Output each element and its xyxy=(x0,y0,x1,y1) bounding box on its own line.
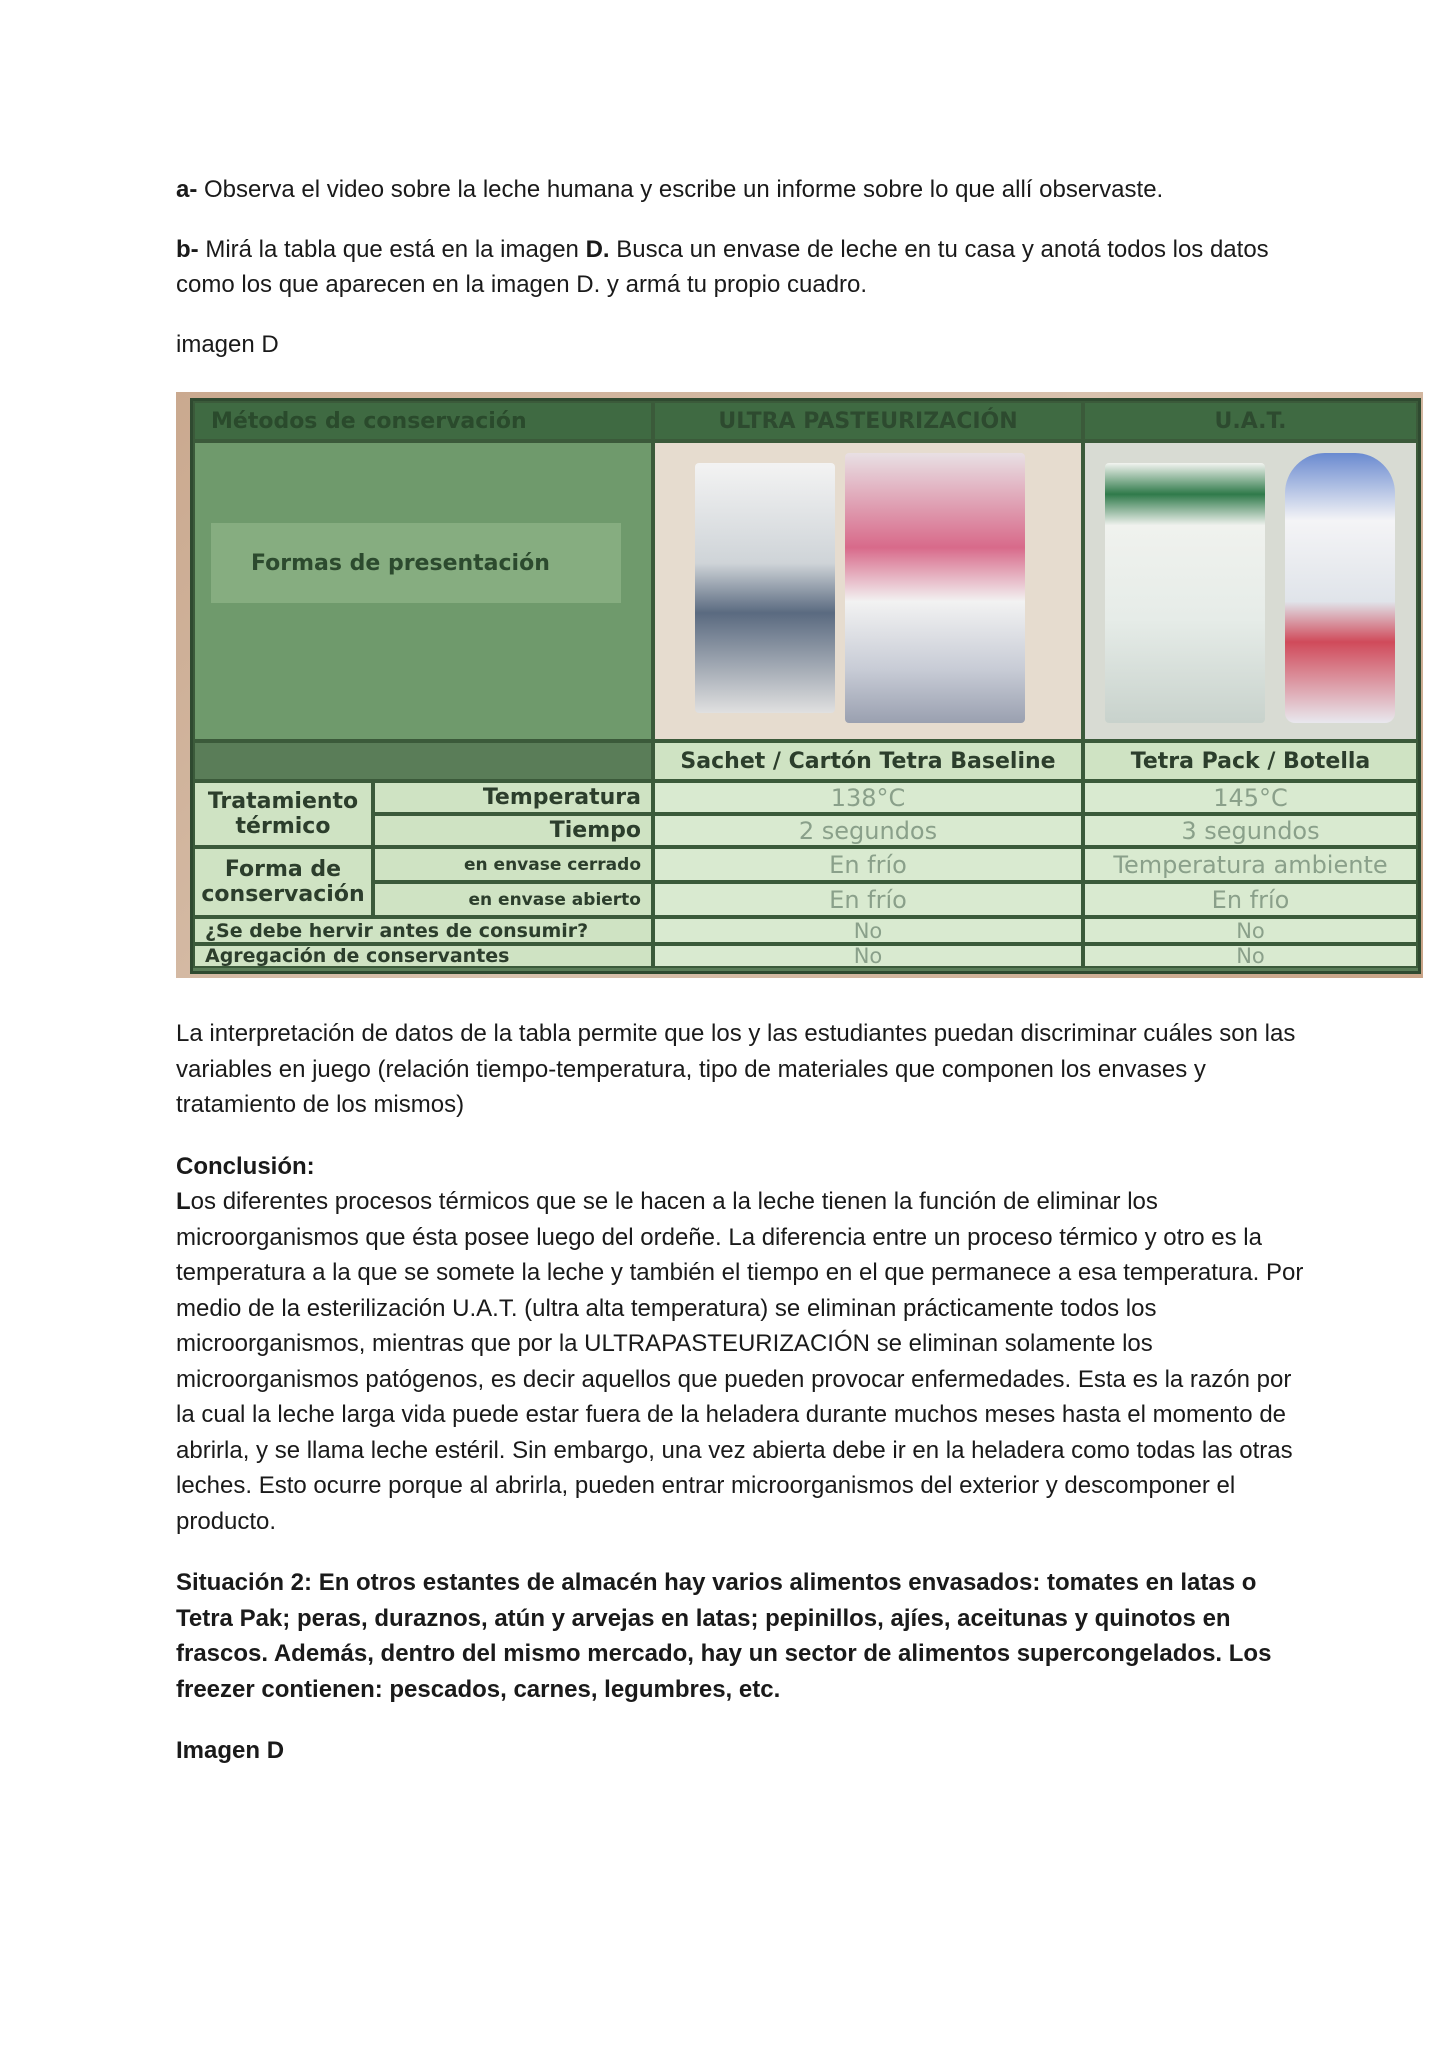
col3-conservantes: No xyxy=(1083,944,1418,968)
tiempo-label: Tiempo xyxy=(373,814,653,847)
paragraph-b xyxy=(176,232,1306,303)
carton-image-2 xyxy=(845,453,1025,723)
conclusion-first-letter: L xyxy=(176,1188,191,1215)
header-col2: ULTRA PASTEURIZACIÓN xyxy=(653,401,1083,441)
item-b-prefix: b- xyxy=(176,235,199,263)
products-uat xyxy=(1083,441,1418,741)
conservantes-label: Agregación de conservantes xyxy=(193,944,653,968)
col2-conservantes: No xyxy=(653,944,1083,968)
col2-tiempo: 2 segundos xyxy=(653,814,1083,847)
interpretation-paragraph: La interpretación de datos de la tabla permite que los y las estudiantes puedan discriminar cuáles son las variables en juego (relación tiempo-temperatura, tipo de materiales que componen los envases y tratamiento de los mismos) xyxy=(176,1020,1296,1118)
col2-cerrado: En frío xyxy=(653,847,1083,882)
col3-temperatura: 145°C xyxy=(1083,781,1418,814)
table-photo xyxy=(176,392,1423,978)
header-col3: U.A.T. xyxy=(1083,401,1418,441)
col3-cerrado: Temperatura ambiente xyxy=(1083,847,1418,882)
temperatura-label: Temperatura xyxy=(373,781,653,814)
item-a-prefix: a- xyxy=(176,176,198,203)
item-b-text-1: Mirá la tabla que está en la imagen xyxy=(198,235,586,263)
col3-abierto: En frío xyxy=(1083,882,1418,917)
document-page xyxy=(176,172,1388,1769)
col3-hervir: No xyxy=(1083,917,1418,944)
final-image-label: Imagen D xyxy=(176,1737,285,1764)
col3-tiempo: 3 segundos xyxy=(1083,814,1418,847)
col2-hervir: No xyxy=(653,917,1083,944)
photo-background xyxy=(176,392,1423,978)
package-col3: Tetra Pack / Botella xyxy=(1083,741,1418,781)
item-a-text: Observa el video sobre la leche humana y escribe un informe sobre lo que allí observaste. xyxy=(197,176,1164,203)
bottle-image xyxy=(1285,453,1395,723)
carton-image-1 xyxy=(695,463,835,713)
cerrado-label: en envase cerrado xyxy=(373,847,653,882)
col2-abierto: En frío xyxy=(653,882,1083,917)
package-label-cell xyxy=(193,741,653,781)
presentation-label: Formas de presentación xyxy=(211,523,621,603)
item-b-bold: D. xyxy=(585,235,610,263)
abierto-label: en envase abierto xyxy=(373,882,653,917)
conclusion-body xyxy=(176,1184,1306,1539)
products-uht-pasteurizada xyxy=(653,441,1083,741)
header-col1: Métodos de conservación xyxy=(193,401,653,441)
hervir-label: ¿Se debe hervir antes de consumir? xyxy=(193,917,653,944)
conclusion-title: Conclusión: xyxy=(176,1152,315,1180)
paragraph-a xyxy=(176,172,1306,208)
image-label: imagen D xyxy=(176,330,279,358)
item-b-text-2: Busca un envase de leche en tu casa y anotá todos los datos como los que aparecen en la imagen D. y armá tu propio cuadro. xyxy=(176,235,1269,298)
tratamiento-label: Tratamiento térmico xyxy=(193,781,373,847)
col2-temperatura: 138°C xyxy=(653,781,1083,814)
conservation-table xyxy=(190,398,1421,974)
carton-image-3 xyxy=(1105,463,1265,723)
situacion2-paragraph: Situación 2: En otros estantes de almacén hay varios alimentos envasados: tomates en latas o Tetra Pak; peras, duraznos, atún y arvejas en latas; pepinillos, ajíes, aceitunas y quinotos en frascos. Además, dentro del mismo mercado, hay un sector de alimentos supercongelados. Los freezer contienen: pescados, carnes, legumbres, etc. xyxy=(176,1569,1272,1703)
presentation-cell xyxy=(193,441,653,741)
forma-label: Forma de conservación xyxy=(193,847,373,917)
conclusion-text: os diferentes procesos térmicos que se le hacen a la leche tienen la función de eliminar los microorganismos que ésta posee luego del ordeñe. La diferencia entre un proceso térmico y otro es la temperatura a la que se somete la leche y también el tiempo en el que permanece a esa temperatura. Por medio de la esterilización U.A.T. (ultra alta temperatura) se eliminan prácticamente todos los microorganismos, mientras que por la ULTRAPASTEURIZACIÓN se eliminan solamente los microorganismos patógenos, es decir aquellos que pueden provocar enfermedades. Esta es la razón por la cual la leche larga vida puede estar fuera de la heladera durante muchos meses hasta el momento de abrirla, y se llama leche estéril. Sin embargo, una vez abierta debe ir en la heladera como todas las otras leches. Esto ocurre porque al abrirla, pueden entrar microorganismos del exterior y descomponer el producto. xyxy=(176,1188,1304,1535)
package-col2: Sachet / Cartón Tetra Baseline xyxy=(653,741,1083,781)
